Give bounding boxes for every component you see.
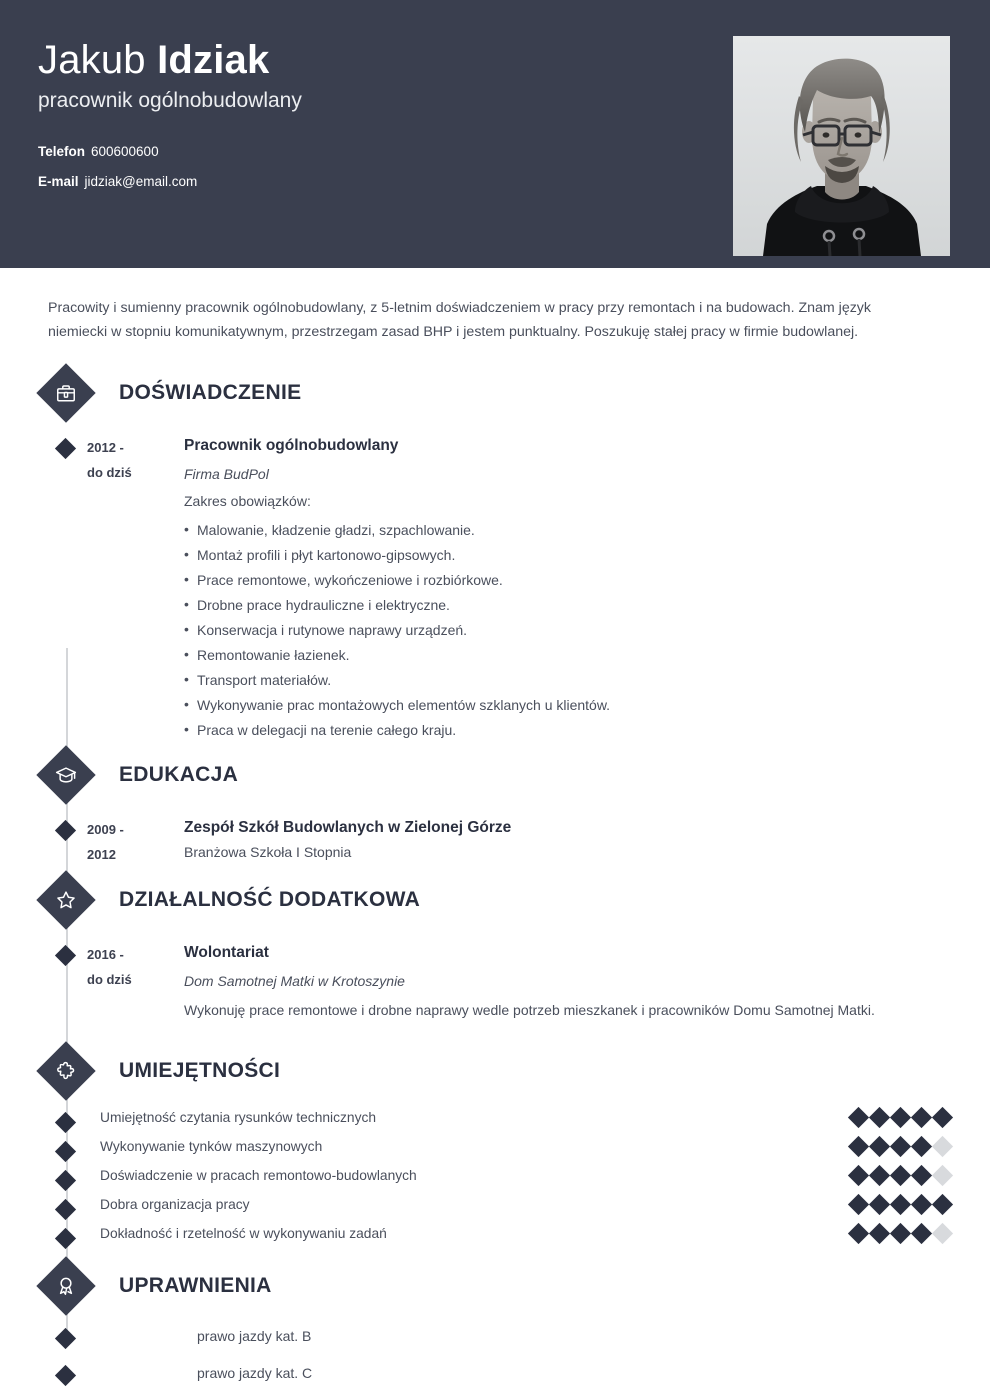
profile-summary: Pracowity i sumienny pracownik ogólnobudowlany, z 5-letnim doświadczeniem w pracy przy remontach i na budowach. Znam język niemiecki w stopniu komunikatywnym, przestrzegam zasad BHP i jestem punktualny. Poszukuję stałej pracy w firmie budowlanej.: [48, 300, 871, 341]
extra-activity-details: [184, 940, 950, 1025]
list-item: • Wykonywanie prac montażowych elementów szklanych u klientów.: [184, 693, 950, 718]
rating-diamond-on: [890, 1223, 911, 1244]
list-item: • Malowanie, kładzenie gładzi, szpachlowanie.: [184, 518, 950, 543]
rating-diamond-on: [869, 1107, 890, 1128]
experience-company: Firma BudPol: [184, 466, 269, 483]
contact-phone-label: Telefon: [38, 143, 85, 159]
timeline-marker: [45, 815, 87, 868]
list-item: • Prace remontowe, wykończeniowe i rozbiórkowe.: [184, 568, 950, 593]
certificate-item: [45, 1318, 950, 1355]
skill-rating: [851, 1139, 950, 1154]
skill-item: [45, 1103, 950, 1132]
rating-diamond-on: [848, 1194, 869, 1215]
experience-date-to: do dziś: [87, 465, 132, 481]
list-item: • Remontowanie łazienek.: [184, 643, 950, 668]
contact-email-value[interactable]: jidziak@email.com: [84, 174, 198, 190]
skill-rating: [851, 1110, 950, 1125]
section-title-extra-activity: DZIAŁALNOŚĆ DODATKOWA: [119, 887, 421, 911]
rating-diamond-on: [911, 1194, 932, 1215]
section-header-experience: [45, 371, 950, 415]
skill-item: [45, 1161, 950, 1190]
section-title-experience: DOŚWIADCZENIE: [119, 380, 302, 404]
certificate-name: prawo jazdy kat. C: [197, 1364, 313, 1381]
section-header-education: [45, 753, 950, 797]
section-header-extra-activity: [45, 878, 950, 922]
contact-email-label: E-mail: [38, 174, 79, 190]
star-icon: [36, 870, 95, 929]
diamond-marker-icon: [55, 945, 76, 966]
skill-name: Umiejętność czytania rysunków technicznych: [100, 1109, 377, 1125]
diamond-marker-icon: [55, 820, 76, 841]
diamond-marker-icon: [55, 438, 76, 459]
education-details: [184, 815, 950, 868]
rating-diamond-on: [890, 1136, 911, 1157]
section-header-certificates: [45, 1264, 950, 1308]
extra-activity-date-from: 2016 -: [87, 946, 124, 962]
list-item: • Praca w delegacji na terenie całego kraju.: [184, 718, 950, 743]
section-title-skills: UMIEJĘTNOŚCI: [119, 1058, 281, 1082]
cv-header: [0, 0, 990, 268]
contact-email: [38, 173, 678, 191]
extra-activity-role: Wolontariat: [184, 943, 269, 961]
briefcase-icon: [36, 363, 95, 422]
rating-diamond-off: [932, 1165, 953, 1186]
section-header-skills: [45, 1049, 950, 1093]
experience-date-from: 2012 -: [87, 439, 124, 455]
education-date: [87, 815, 184, 868]
rating-diamond-on: [911, 1165, 932, 1186]
contact-list: [38, 143, 678, 191]
skill-item: [45, 1190, 950, 1219]
extra-activity-date: [87, 940, 184, 1025]
experience-date: [87, 433, 184, 743]
education-school: Zespół Szkół Budowlanych w Zielonej Górze: [184, 819, 512, 837]
rating-diamond-on: [890, 1194, 911, 1215]
skill-rating: [851, 1197, 950, 1212]
skill-name: Dokładność i rzetelność w wykonywaniu zadań: [100, 1225, 387, 1241]
page-title: [38, 38, 678, 83]
rating-diamond-on: [890, 1165, 911, 1186]
rating-diamond-on: [890, 1107, 911, 1128]
header-text-block: [38, 38, 678, 191]
rating-diamond-on: [911, 1223, 932, 1244]
experience-role: Pracownik ogólnobudowlany: [184, 436, 399, 454]
rating-diamond-on: [932, 1107, 953, 1128]
rating-diamond-off: [932, 1136, 953, 1157]
rating-diamond-on: [848, 1223, 869, 1244]
award-ribbon-icon: [36, 1256, 95, 1315]
skill-item: [45, 1132, 950, 1161]
last-name: Idziak: [157, 38, 270, 82]
section-title-education: EDUKACJA: [119, 763, 239, 787]
sections-container: [0, 371, 950, 1392]
skill-name: Wykonywanie tynków maszynowych: [100, 1138, 323, 1154]
experience-duties-list: [184, 518, 950, 743]
skill-item: [45, 1219, 950, 1248]
list-item: • Konserwacja i rutynowe naprawy urządzeń.: [184, 618, 950, 643]
list-item: • Transport materiałów.: [184, 668, 950, 693]
experience-duties-label: Zakres obowiązków:: [184, 493, 311, 510]
puzzle-piece-icon: [36, 1041, 95, 1100]
job-title: pracownik ogólnobudowlany: [38, 88, 302, 112]
avatar: [733, 36, 950, 256]
certificate-name: prawo jazdy kat. B: [197, 1327, 312, 1344]
skill-rating: [851, 1168, 950, 1183]
rating-diamond-on: [848, 1136, 869, 1157]
rating-diamond-on: [911, 1107, 932, 1128]
timeline-marker: [45, 433, 87, 743]
portrait-photo-icon: [733, 36, 950, 256]
extra-activity-org: Dom Samotnej Matki w Krotoszynie: [184, 973, 405, 990]
rating-diamond-on: [869, 1165, 890, 1186]
skill-rating: [851, 1226, 950, 1241]
rating-diamond-on: [869, 1136, 890, 1157]
timeline-marker: [45, 940, 87, 1025]
education-entry: [45, 807, 950, 878]
list-item: • Drobne prace hydrauliczne i elektryczne.: [184, 593, 950, 618]
experience-entry: [45, 425, 950, 753]
certificate-item: [45, 1355, 950, 1392]
education-degree: Branżowa Szkoła I Stopnia: [184, 844, 352, 861]
rating-diamond-on: [932, 1194, 953, 1215]
list-item: • Montaż profili i płyt kartonowo-gipsowych.: [184, 543, 950, 568]
extra-activity-note: Wykonuję prace remontowe i drobne naprawy wedle potrzeb mieszkanek i pracowników Domu Samotnej Matki.: [184, 1002, 875, 1019]
rating-diamond-on: [869, 1194, 890, 1215]
rating-diamond-on: [911, 1136, 932, 1157]
extra-activity-entry: [45, 932, 950, 1035]
extra-activity-date-to: do dziś: [87, 972, 132, 988]
graduation-cap-icon: [36, 745, 95, 804]
rating-diamond-on: [848, 1165, 869, 1186]
first-name: Jakub: [38, 38, 146, 82]
section-title-certificates: UPRAWNIENIA: [119, 1273, 272, 1297]
contact-phone-value[interactable]: 600600600: [91, 143, 159, 159]
skill-name: Dobra organizacja pracy: [100, 1196, 250, 1212]
rating-diamond-on: [869, 1223, 890, 1244]
education-date-from: 2009 -: [87, 822, 124, 838]
education-date-to: 2012: [87, 847, 116, 863]
rating-diamond-off: [932, 1223, 953, 1244]
contact-phone: [38, 143, 678, 161]
skill-name: Doświadczenie w pracach remontowo-budowlanych: [100, 1167, 417, 1183]
rating-diamond-on: [848, 1107, 869, 1128]
experience-details: [184, 433, 950, 743]
cv-body: [0, 296, 990, 1392]
